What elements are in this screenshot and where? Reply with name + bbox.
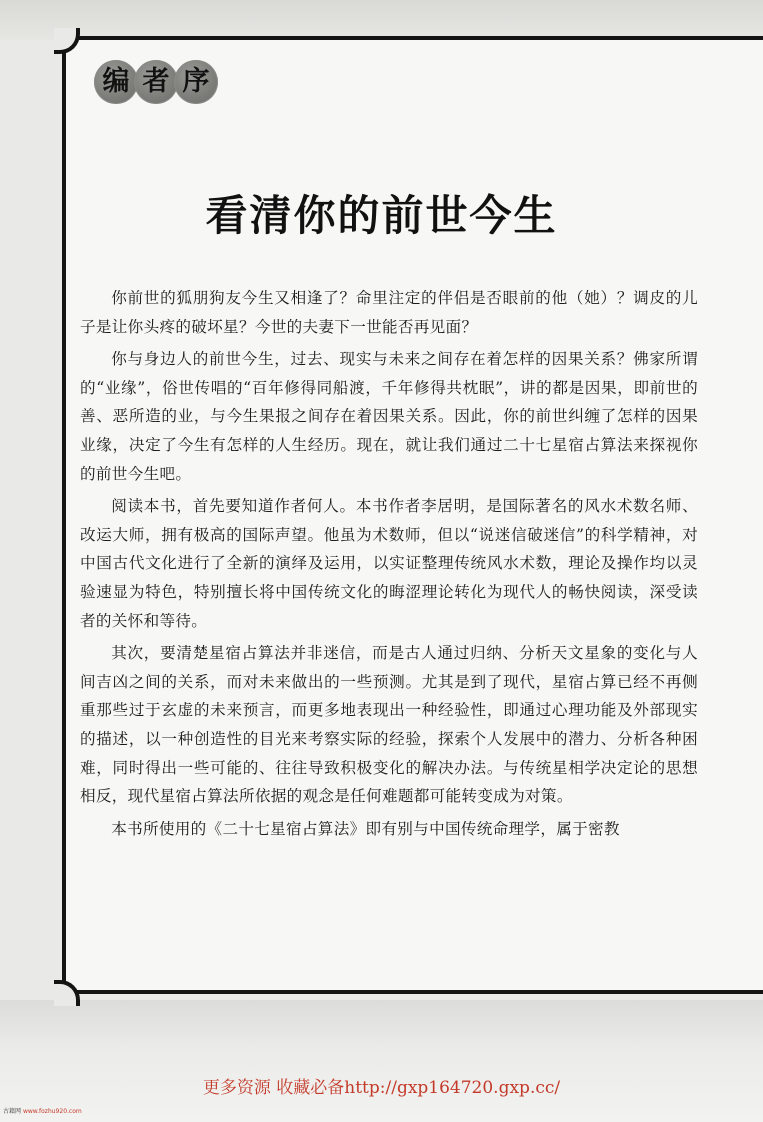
resource-link[interactable]: 更多资源 收藏必备http://gxp164720.gxp.cc/ bbox=[202, 1078, 561, 1098]
scan-top-band bbox=[0, 0, 763, 40]
watermark-site-name: 古籍网 bbox=[3, 1108, 22, 1115]
paragraph-4: 其次，要清楚星宿占算法并非迷信，而是古人通过归纳、分析天文星象的变化与人间吉凶之间的关系，而对未来做出的一些预测。尤其是到了现代，星宿占算已经不再侧重那些过于玄虚的未来预言，而更多地表现出一种经验性，即通过心理功能及外部现实的描述，以一种创造性的目光来考察实际的经验，探索个人发展中的潜力、分析各种困难，同时得出一些可能的、往往导致积极变化的解决办法。与传统星相学决定论的思想相反，现代星宿占算法所依据的观念是任何难题都可能转变成为对策。 bbox=[80, 644, 698, 806]
badge-char-2: 者 bbox=[134, 60, 178, 104]
badge-char-1: 编 bbox=[94, 60, 138, 104]
section-badge bbox=[94, 60, 214, 104]
site-watermark bbox=[3, 1106, 82, 1115]
paragraph-2: 你与身边人的前世今生，过去、现实与未来之间存在着怎样的因果关系？佛家所谓的“业缘”，俗世传唱的“百年修得同船渡，千年修得共枕眠”，讲的都是因果，即前世的善、恶所造的业，与今生果报之间存在着因果关系。因此，你的前世纠缠了怎样的因果业缘，决定了今生有怎样的人生经历。现在，就让我们通过二十七星宿占算法来探视你的前世今生吧。 bbox=[80, 350, 698, 483]
watermark-site-url: www.fozhu920.com bbox=[22, 1108, 82, 1115]
paragraph-3: 阅读本书，首先要知道作者何人。本书作者李居明，是国际著名的风水术数名师、改运大师，拥有极高的国际声望。他虽为术数师，但以“说迷信破迷信”的科学精神，对中国古代文化进行了全新的演绎及运用，以实证整理传统风水术数，理论及操作均以灵验速显为特色，特别擅长将中国传统文化的晦涩理论转化为现代人的畅快阅读，深受读者的关怀和等待。 bbox=[80, 497, 698, 630]
page-title: 看清你的前世今生 bbox=[205, 191, 558, 240]
paragraph-5: 本书所使用的《二十七星宿占算法》即有别与中国传统命理学，属于密教 bbox=[111, 819, 620, 838]
body-text bbox=[80, 284, 698, 843]
paragraph-1: 你前世的狐朋狗友今生又相逢了？命里注定的伴侣是否眼前的他（她）？调皮的儿子是让你头疼的破坏星？今世的夫妻下一世能否再见面？ bbox=[80, 289, 698, 336]
scan-bottom-band bbox=[0, 1000, 763, 1122]
badge-char-3: 序 bbox=[174, 60, 218, 104]
